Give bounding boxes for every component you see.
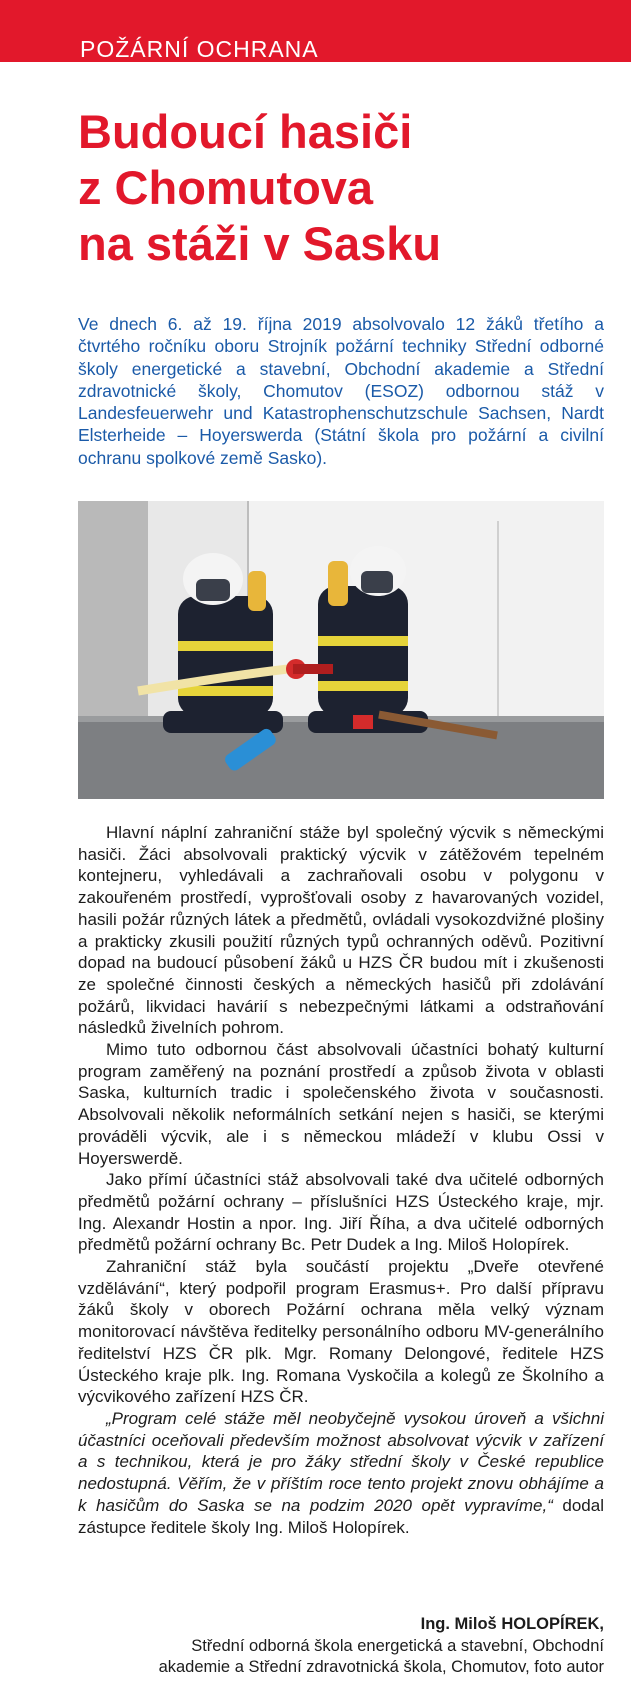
- author-name: [159, 1614, 604, 1636]
- article-headline: [78, 104, 618, 272]
- author-name-prefix: Ing. Miloš: [420, 1615, 502, 1633]
- article-body: [78, 822, 604, 1538]
- headline-line-2: z Chomutova: [78, 161, 374, 214]
- body-paragraph-quote: [78, 1408, 604, 1538]
- body-paragraph-2: Mimo tuto odbornou část absolvovali účastníci bohatý kulturní program zaměřený na poznání prostředí a způsob života v oblasti Saska, kulturních tradic i společenského života v současnosti. Absolvovali několik neformálních setkání nejen s hasiči, se kterými prováděli výcvik, ale i s německou mládeží v klubu Ossi v Hoyerswerdě.: [78, 1040, 604, 1168]
- body-paragraph-3: Jako přímí účastníci stáž absolvovali také dva učitelé odborných předmětů požární ochrany – příslušníci HZS Ústeckého kraje, mjr. Ing. Alexandr Hostin a npor. Ing. Jiří Říha, a dva učitelé odborných předmětů požární ochrany Bc. Petr Dudek a Ing. Miloš Holopírek.: [78, 1170, 604, 1255]
- body-paragraph-1: Hlavní náplní zahraniční stáže byl společný výcvik s německými hasiči. Žáci absolvovali praktický výcvik v zátěžovém tepelném kontejneru, vyhledávali a zachraňovali osobu v polygonu v zakouřeném prostředí, vyprošťovali osoby z havarovaných vozidel, hasili požár různých látek a předmětů, ovládali vysokozdvižné plošiny a prakticky zkusili použití různých typů ochranných oděvů. Pozitivní dopad na budoucí působení žáků u HZS ČR budou mít i zkušenosti ze společné činnosti českých a německých hasičů při zdolávání požárů, likvidaci havárií s nebezpečnými látkami a odstraňování následků živelních pohrom.: [78, 823, 604, 1038]
- headline-line-3: na stáži v Sasku: [78, 217, 442, 270]
- author-affiliation-line-2: akademie a Střední zdravotnická škola, Chomutov, foto autor: [158, 1658, 604, 1676]
- quote-text: „Program celé stáže měl neobyčejně vysokou úroveň a všichni účastníci oceňovali především možnost absolvovat výcvik v zařízení a s technikou, která je pro žáky střední školy v České republice nedostupná. Věřím, že v příštím roce tento projekt znovu obhájíme a k hasičům do Saska se na podzim 2020 opět vypravíme,“: [78, 1408, 604, 1515]
- photo-illustration: [78, 501, 604, 799]
- author-surname: HOLOPÍREK,: [501, 1615, 604, 1633]
- section-label: POŽÁRNÍ OCHRANA: [80, 36, 319, 62]
- firefighters-training-photo: [78, 501, 604, 799]
- body-paragraph-4: Zahraniční stáž byla součástí projektu „Dveře otevřené vzdělávání“, který podpořil program Erasmus+. Pro další přípravu žáků školy v oborech Požární ochrana měla velký význam monitorovací návštěva ředitelky personálního odboru MV-generálního ředitelství HZS ČR plk. Mgr. Romany Delongové, ředitele HZS Ústeckého kraje plk. Ing. Romana Vyskočila a kolegů ze Školního a výcvikového zařízení HZS ČR.: [78, 1257, 604, 1407]
- author-affiliation-line-1: Střední odborná škola energetická a stavební, Obchodní: [191, 1636, 604, 1655]
- article-lead: Ve dnech 6. až 19. října 2019 absolvovalo 12 žáků třetího a čtvrtého ročníku oboru Strojník požární techniky Střední odborné školy energetické a stavební, Obchodní akademie a Střední zdravotnické školy, Chomutov (ESOZ) odbornou stáž v Landesfeuerwehr und Katastrophenschutzschule Sachsen, Nardt Elsterheide – Hoyerswerda (Státní škola pro požární a civilní ochranu spolkové země Sasko).: [78, 314, 604, 468]
- headline-line-1: Budoucí hasiči: [78, 105, 413, 158]
- quote-attribution: dodal zástupce ředitele školy Ing. Miloš Holopírek.: [78, 1495, 604, 1537]
- section-header-bar: [0, 0, 631, 62]
- author-signature: [159, 1614, 604, 1679]
